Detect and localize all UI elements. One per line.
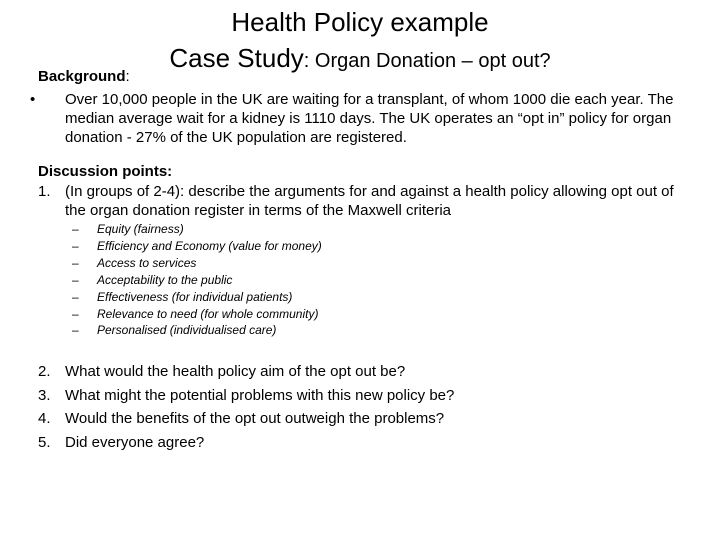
criteria-item [72, 255, 322, 272]
question-item [38, 407, 454, 431]
dash-bullet: – [72, 323, 79, 338]
criteria-text: Equity (fairness) [97, 222, 184, 236]
question-text: What might the potential problems with this new policy be? [65, 386, 455, 404]
dash-bullet: – [72, 255, 79, 270]
criteria-item [72, 322, 322, 339]
question-item [38, 360, 454, 384]
question-item [38, 431, 454, 455]
question-number: 3. [38, 386, 51, 404]
question-1-number: 1. [38, 183, 51, 200]
maxwell-criteria-list [72, 221, 322, 339]
question-number: 5. [38, 433, 51, 451]
question-text: What would the health policy aim of the opt out be? [65, 363, 406, 380]
background-heading [38, 67, 130, 86]
question-number: 4. [38, 410, 51, 427]
subtitle-topic: : Organ Donation – opt out? [303, 50, 551, 72]
discussion-questions-list [38, 360, 454, 454]
slide-title: Health Policy example [231, 7, 489, 37]
discussion-heading [38, 162, 172, 181]
dash-bullet: – [72, 306, 79, 321]
dash-bullet: – [72, 238, 79, 253]
criteria-text: Acceptability to the public [97, 272, 233, 287]
question-item [38, 384, 454, 408]
question-number: 2. [38, 363, 51, 380]
question-text: Did everyone agree? [65, 433, 205, 451]
criteria-text: Relevance to need (for whole community) [97, 306, 319, 321]
criteria-item [72, 289, 322, 306]
discussion-heading-label: Discussion points: [38, 163, 173, 180]
question-1-text: (In groups of 2-4): describe the arguments for and against a health policy allowing opt out of the organ donation register in terms of the Maxwell criteria [65, 183, 674, 219]
criteria-text: Efficiency and Economy (value for money) [97, 238, 322, 253]
criteria-text: Effectiveness (for individual patients) [97, 289, 293, 304]
background-bullet: • [30, 91, 36, 108]
criteria-item [72, 238, 322, 255]
background-heading-colon: : [125, 68, 130, 85]
subtitle-case-study: Case Study [169, 43, 304, 73]
dash-bullet: – [72, 222, 79, 236]
question-text: Would the benefits of the opt out outweigh the problems? [65, 410, 445, 427]
dash-bullet: – [72, 289, 79, 304]
background-heading-label: Background [38, 68, 126, 85]
criteria-text: Access to services [97, 255, 197, 270]
criteria-item [72, 221, 322, 238]
criteria-item [72, 272, 322, 289]
criteria-item [72, 306, 322, 323]
criteria-text: Personalised (individualised care) [97, 323, 277, 338]
background-text: Over 10,000 people in the UK are waiting for a transplant, of whom 1000 die each year. The median average wait for a kidney is 1110 days. The UK operates an “opt in” policy for organ donation - 27% of the UK population are registered. [65, 91, 674, 146]
dash-bullet: – [72, 272, 79, 287]
